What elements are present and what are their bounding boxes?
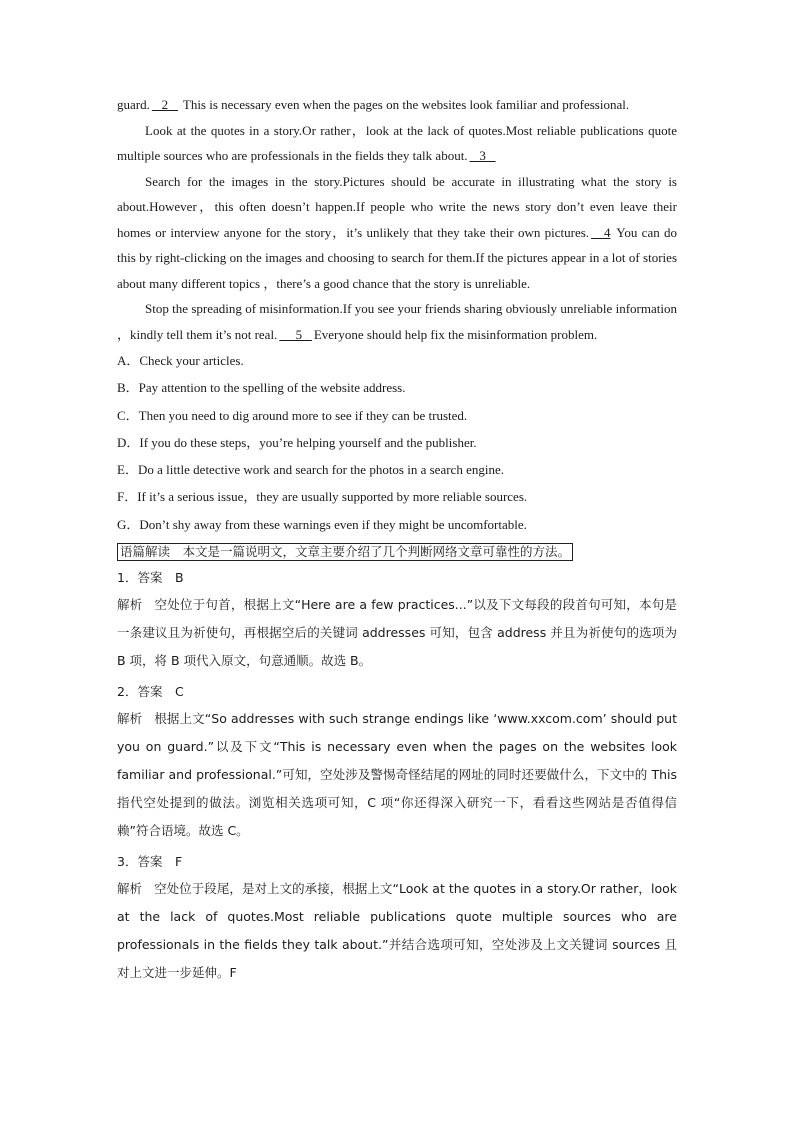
answer-3-analysis: 解析 空处位于段尾，是对上文的承接，根据上文“Look at the quotes in a story.Or rather，look at the lack of quotes.Most reliable publications quote multiple sources who are professionals in the fields they talk about.”并结合选项可知，空处涉及上文关键词 sources 且对上文进一步延伸。F <box>117 881 677 981</box>
option-b: B．Pay attention to the spelling of the website address. <box>117 380 406 396</box>
passage-paragraph-2: Look at the quotes in a story.Or rather，look at the lack of quotes.Most reliable publications quote multiple sources who are professionals in the fields they talk about. 3 <box>117 122 677 163</box>
answer-3-head: 3．答案 F <box>117 854 183 870</box>
blank-5: 5 <box>279 326 312 342</box>
option-c: C．Then you need to dig around more to see if they can be trusted. <box>117 407 468 423</box>
passage-paragraph-3: Search for the images in the story.Pictures should be accurate in illustrating what the story is about.However，this often doesn’t happen.If people who write the news story don’t even leave their homes or interview anyone for the story，it’s unlikely that they take their own pictures. 4 You can do this by right-clicking on the images and choosing to search for them.If the pictures appear in a lot of stories about many different topics ，there’s a good chance that the story is unreliable. <box>117 173 678 291</box>
blank-2: 2 <box>151 97 178 112</box>
analysis-tag: 解析 <box>117 711 143 727</box>
passage-paragraph-1: guard. 2 This is necessary even when the pages on the websites look familiar and professional. <box>117 97 630 112</box>
answer-1-analysis: 解析 空处位于句首，根据上文“Here are a few practices...”以及下文每段的段首句可知，本句是一条建议且为祈使句，再根据空后的关键词 addresses 可知，包含 address 并且为祈使句的选项为 B 项，将 B 项代入原文，句意通顺。故选 B。 <box>117 597 677 669</box>
document-page <box>117 92 677 987</box>
answer-2-head: 2．答案 C <box>117 684 184 700</box>
option-e: E．Do a little detective work and search for the photos in a search engine. <box>117 462 504 478</box>
option-a: A．Check your articles. <box>117 353 244 368</box>
analysis-tag: 解析 <box>117 881 143 897</box>
blank-3: 3 <box>469 148 496 163</box>
option-d: D．If you do these steps，you’re helping yourself and the publisher. <box>117 434 477 450</box>
answer-1-head: 1．答案 B <box>117 570 184 586</box>
answer-2-analysis: 解析 根据上文“So addresses with such strange endings like ‘www.xxcom.com’ should put you on guard.”以及下文“This is necessary even when the pages on the websites look familiar and professional.”可知，空处涉及警惕奇怪结尾的网址的同时还要做什么，下文中的 This 指代空处提到的做法。浏览相关选项可知，C 项“你还得深入研究一下，看看这些网站是否值得信赖”符合语境。故选 C。 <box>117 711 677 839</box>
summary-box: 语篇解读 本文是一篇说明文，文章主要介绍了几个判断网络文章可靠性的方法。 <box>117 543 573 561</box>
analysis-tag: 解析 <box>117 597 143 613</box>
option-g: G．Don’t shy away from these warnings even if they might be uncomfortable. <box>117 516 527 532</box>
option-f: F．If it’s a serious issue，they are usually supported by more reliable sources. <box>117 489 528 505</box>
blank-4: 4 <box>591 224 611 240</box>
options-list <box>117 347 677 538</box>
passage-paragraph-4: Stop the spreading of misinformation.If you see your friends sharing obviously unreliable information ，kindly tell them it’s not real. 5 Everyone should help fix the misinformation problem. <box>117 301 677 342</box>
